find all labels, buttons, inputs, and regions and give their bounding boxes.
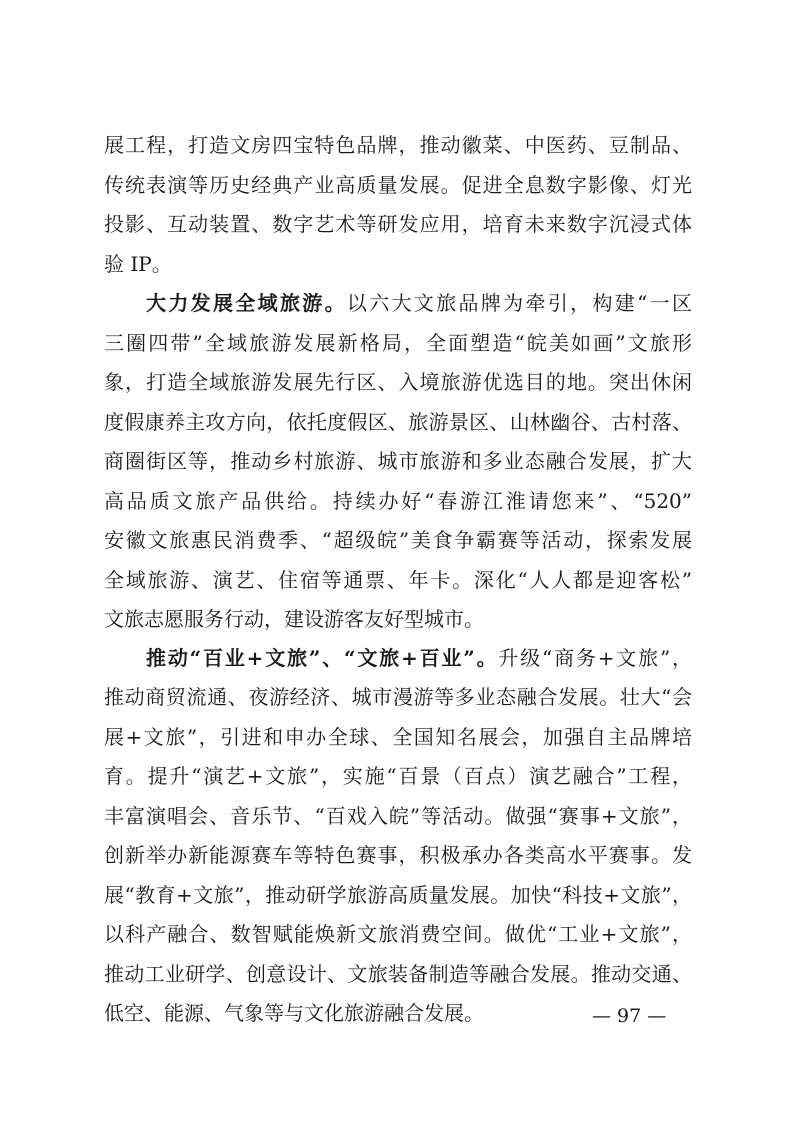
section-heading-line-text: 升级“商务+文旅”， [498, 646, 692, 670]
paragraph-line: 创新举办新能源赛车等特色赛事，积极承办各类高水平赛事。发 [104, 843, 692, 867]
paragraph-line: 安徽文旅惠民消费季、“超级皖”美食争霸赛等活动，探索发展 [104, 528, 692, 552]
paragraph-line: 投影、互动装置、数字艺术等研发应用，培育未来数字沉浸式体 [104, 212, 692, 236]
paragraph-line: 展工程，打造文房四宝特色品牌，推动徽菜、中医药、豆制品、 [104, 133, 692, 157]
paragraph-line: 以科产融合、数智赋能焕新文旅消费空间。做优“工业+文旅”， [104, 922, 692, 946]
paragraph-line: 展“教育+文旅”，推动研学旅游高质量发展。加快“科技+文旅”， [104, 883, 692, 907]
paragraph-line: 育。提升“演艺+文旅”，实施“百景（百点）演艺融合”工程， [104, 764, 692, 788]
paragraph-line: 全域旅游、演艺、住宿等通票、年卡。深化“人人都是迎客松” [104, 568, 692, 592]
paragraph-line: 传统表演等历史经典产业高质量发展。促进全息数字影像、灯光 [104, 173, 692, 197]
section-heading: 大力发展全域旅游。 [146, 291, 347, 315]
paragraph-line: 推动商贸流通、夜游经济、城市漫游等多业态融合发展。壮大“会 [104, 685, 692, 709]
section-heading-line [146, 288, 692, 318]
section-heading-line-text: 以六大文旅品牌为牵引，构建“一区 [346, 291, 692, 315]
paragraph-line: 展+文旅”，引进和申办全球、全国知名展会，加强自主品牌培 [104, 725, 692, 749]
paragraph-line: 验 IP。 [104, 252, 172, 276]
paragraph-line: 商圈街区等，推动乡村旅游、城市旅游和多业态融合发展，扩大 [104, 449, 692, 473]
section-heading: 推动“百业+文旅”、“文旅+百业”。 [146, 646, 499, 670]
section-heading-line [146, 643, 692, 673]
paragraph-line: 低空、能源、气象等与文化旅游融合发展。 [104, 1001, 484, 1025]
paragraph-line: 高品质文旅产品供给。持续办好“春游江淮请您来”、“520” [104, 489, 692, 513]
paragraph-line: 度假康养主攻方向，依托度假区、旅游景区、山林幽谷、古村落、 [104, 410, 692, 434]
paragraph-line: 象，打造全域旅游发展先行区、入境旅游优选目的地。突出休闲 [104, 370, 692, 394]
page-number: — 97 — [592, 1005, 667, 1027]
paragraph-line: 文旅志愿服务行动，建设游客友好型城市。 [104, 607, 484, 631]
paragraph-line: 推动工业研学、创意设计、文旅装备制造等融合发展。推动交通、 [104, 962, 692, 986]
paragraph-line: 三圈四带”全域旅游发展新格局，全面塑造“皖美如画”文旅形 [104, 331, 692, 355]
paragraph-line: 丰富演唱会、音乐节、“百戏入皖”等活动。做强“赛事+文旅”， [104, 804, 692, 828]
